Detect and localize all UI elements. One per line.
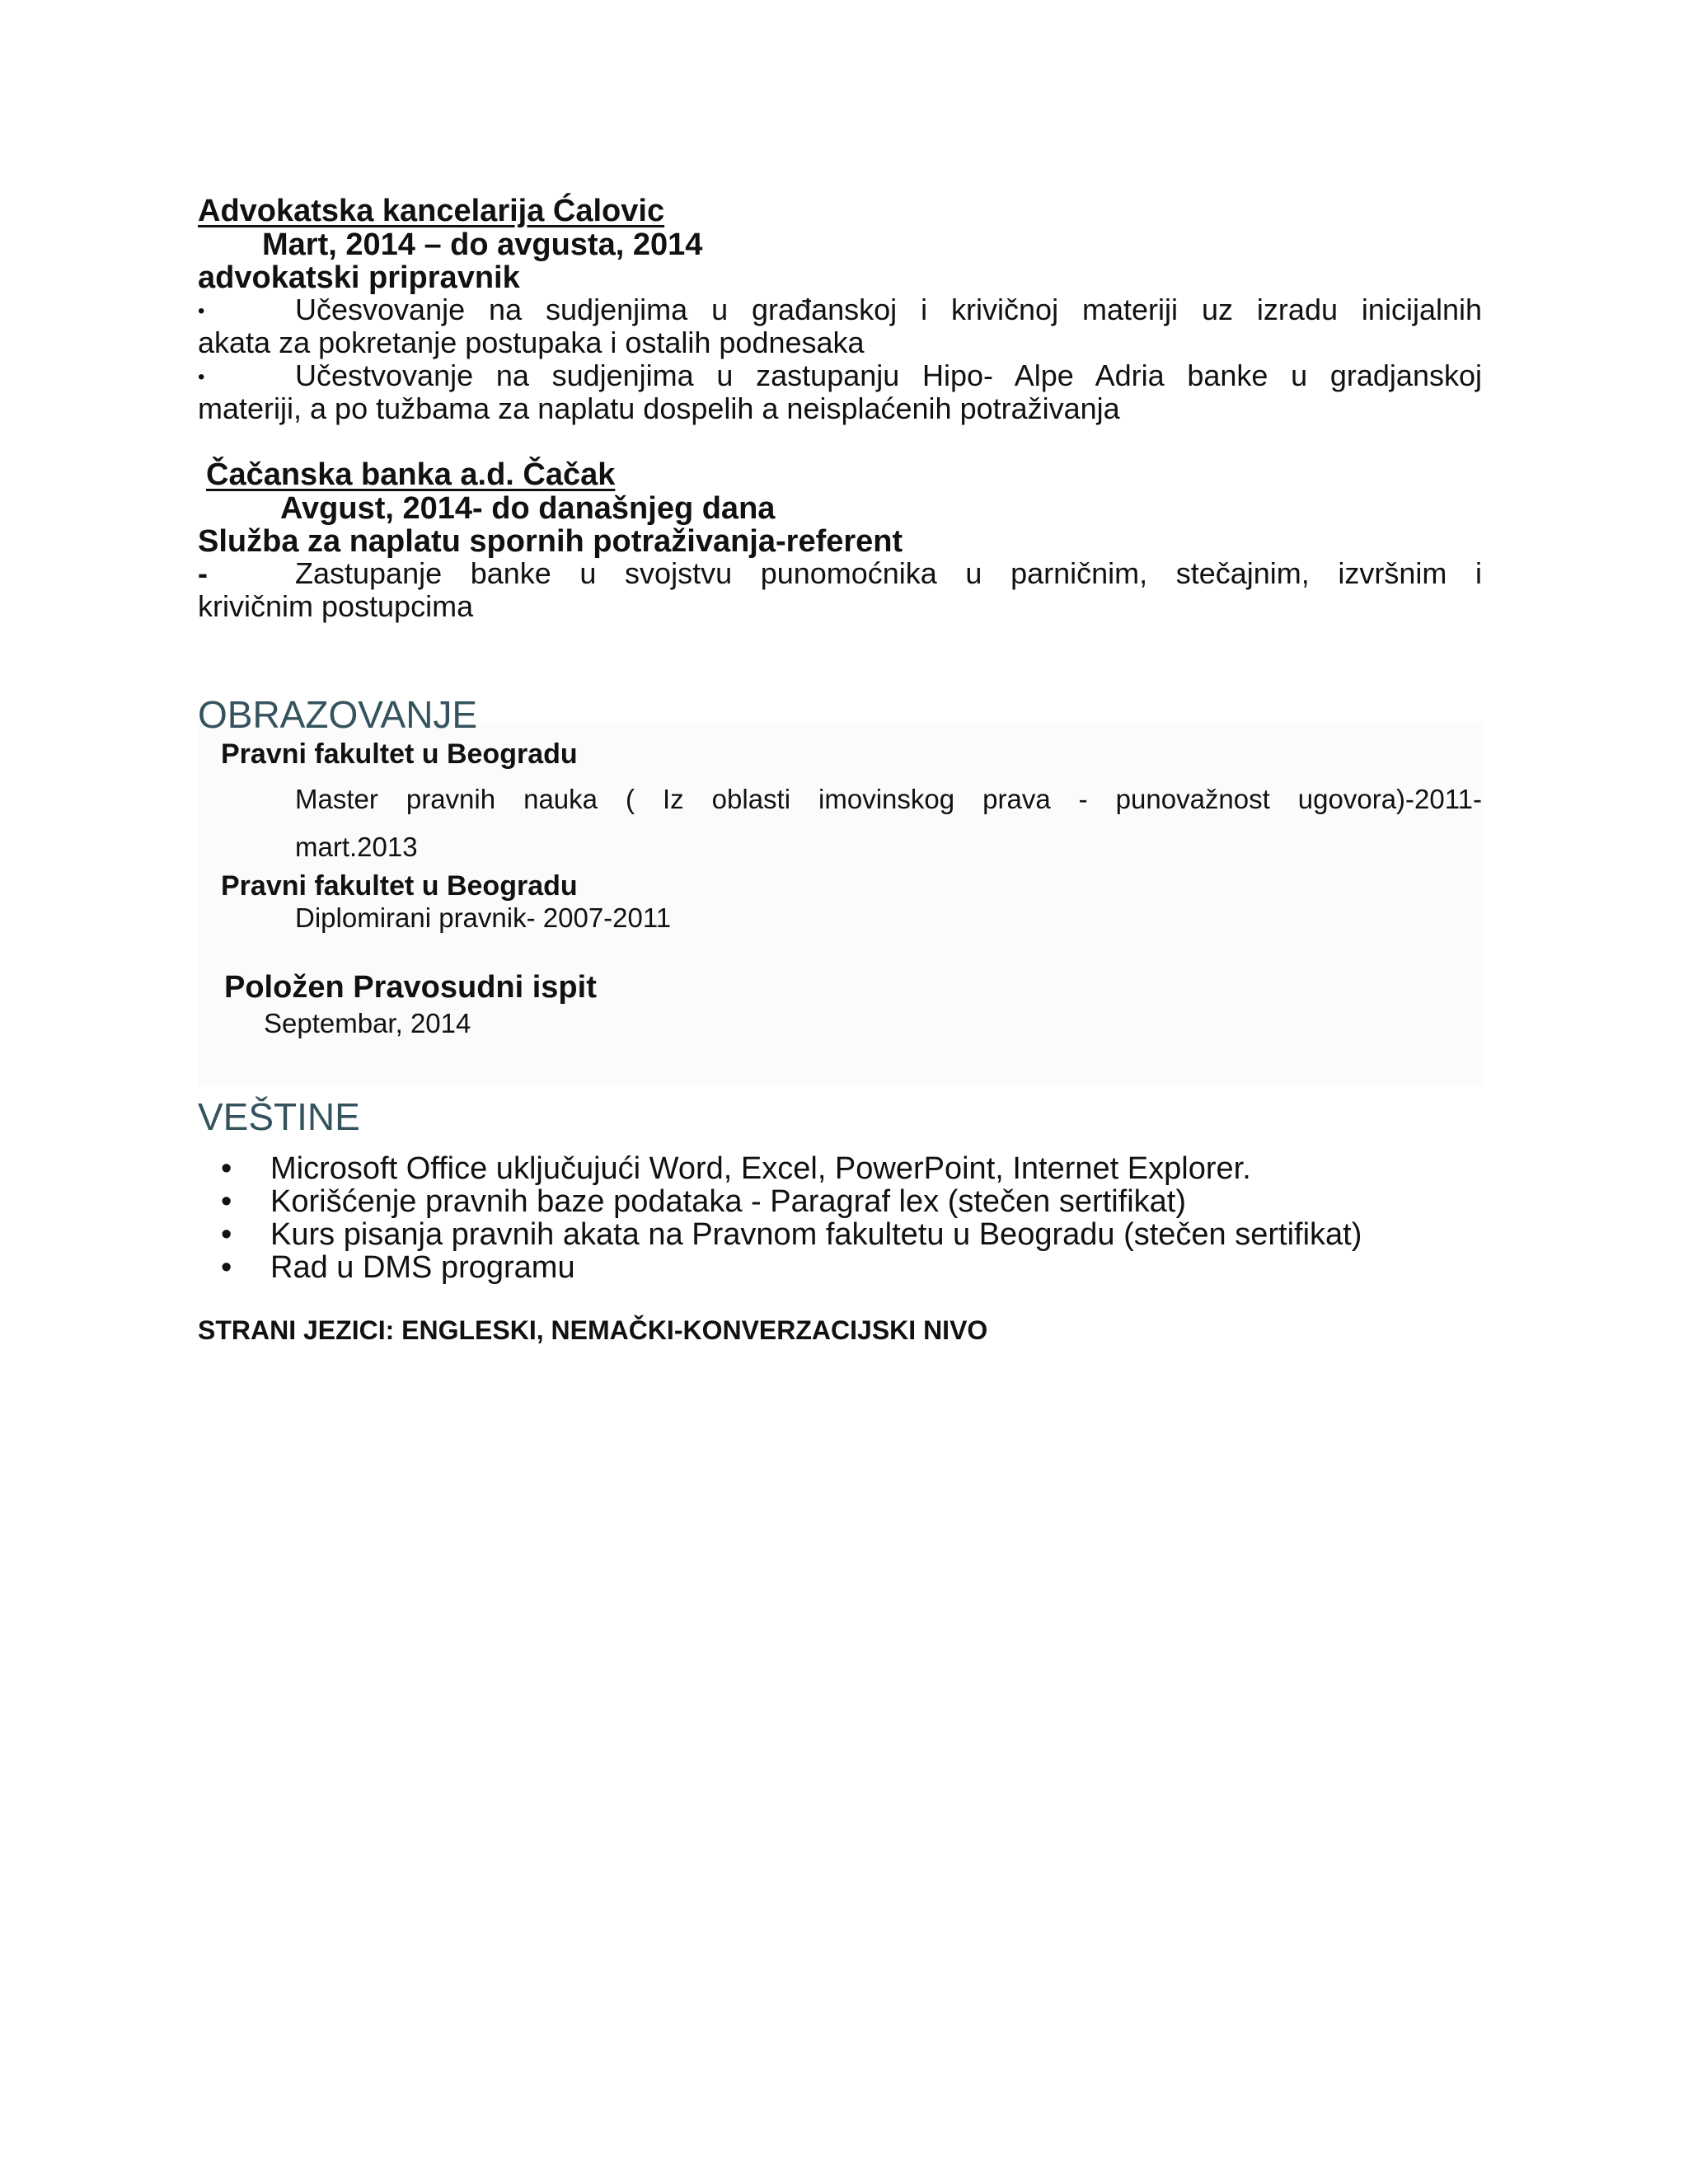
job-1-item-1-line-2: akata za pokretanje postupaka i ostalih podnesaka (198, 326, 865, 359)
job-2-role: Služba za naplatu spornih potraživanja-referent (198, 524, 903, 559)
job-2-company: Čačanska banka a.d. Čačak (206, 457, 616, 492)
education-school-1: Pravni fakultet u Beogradu (221, 738, 578, 770)
exam-date: Septembar, 2014 (264, 1008, 471, 1038)
job-1-item-2-marker: • (198, 366, 205, 388)
education-school-2: Pravni fakultet u Beogradu (221, 870, 578, 902)
skills-bullet-3: • (221, 1217, 232, 1252)
job-1-item-1-marker: • (198, 300, 205, 322)
exam-title: Položen Pravosudni ispit (224, 970, 597, 1005)
job-1-role: advokatski pripravnik (198, 260, 520, 295)
skills-item-1: Microsoft Office uključujući Word, Excel, PowerPoint, Internet Explorer. (270, 1151, 1251, 1186)
job-2-period: Avgust, 2014- do današnjeg dana (280, 491, 776, 526)
languages-line: STRANI JEZICI: ENGLESKI, NEMAČKI-KONVERZACIJSKI NIVO (198, 1315, 988, 1345)
education-degree-2: Diplomirani pravnik- 2007-2011 (295, 902, 672, 933)
skills-heading: VEŠTINE (198, 1095, 360, 1138)
skills-bullet-2: • (221, 1184, 232, 1219)
skills-item-4: Rad u DMS programu (270, 1250, 575, 1285)
education-degree-1-line-1: Master pravnih nauka ( Iz oblasti imovinskog prava - punovažnost ugovora)-2011- (295, 784, 1482, 814)
skills-bullet-4: • (221, 1250, 232, 1285)
job-1-period: Mart, 2014 – do avgusta, 2014 (262, 227, 703, 262)
skills-bullet-1: • (221, 1151, 232, 1186)
job-2-item-1-line-2: krivičnim postupcima (198, 589, 474, 623)
job-2-item-1-line-1: Zastupanje banke u svojstvu punomoćnika u parničnim, stečajnim, izvršnim i (295, 556, 1482, 590)
job-2-item-1-marker: - (198, 556, 208, 590)
skills-item-3: Kurs pisanja pravnih akata na Pravnom fakultetu u Beogradu (stečen sertifikat) (270, 1217, 1362, 1252)
job-1-item-2-line-1: Učestvovanje na sudjenjima u zastupanju Hipo- Alpe Adria banke u gradjanskoj (295, 359, 1482, 392)
education-degree-1-line-2: mart.2013 (295, 832, 418, 862)
education-heading: OBRAZOVANJE (198, 693, 478, 736)
job-1-item-2-line-2: materiji, a po tužbama za naplatu dospelih a neisplaćenih potraživanja (198, 391, 1120, 425)
job-1-item-1-line-1: Učesvovanje na sudjenjima u građanskoj i krivičnoj materiji uz izradu inicijalnih (295, 293, 1482, 326)
skills-item-2: Korišćenje pravnih baze podataka - Paragraf lex (stečen sertifikat) (270, 1184, 1186, 1219)
job-1-company: Advokatska kancelarija Ćalovic (198, 194, 665, 228)
